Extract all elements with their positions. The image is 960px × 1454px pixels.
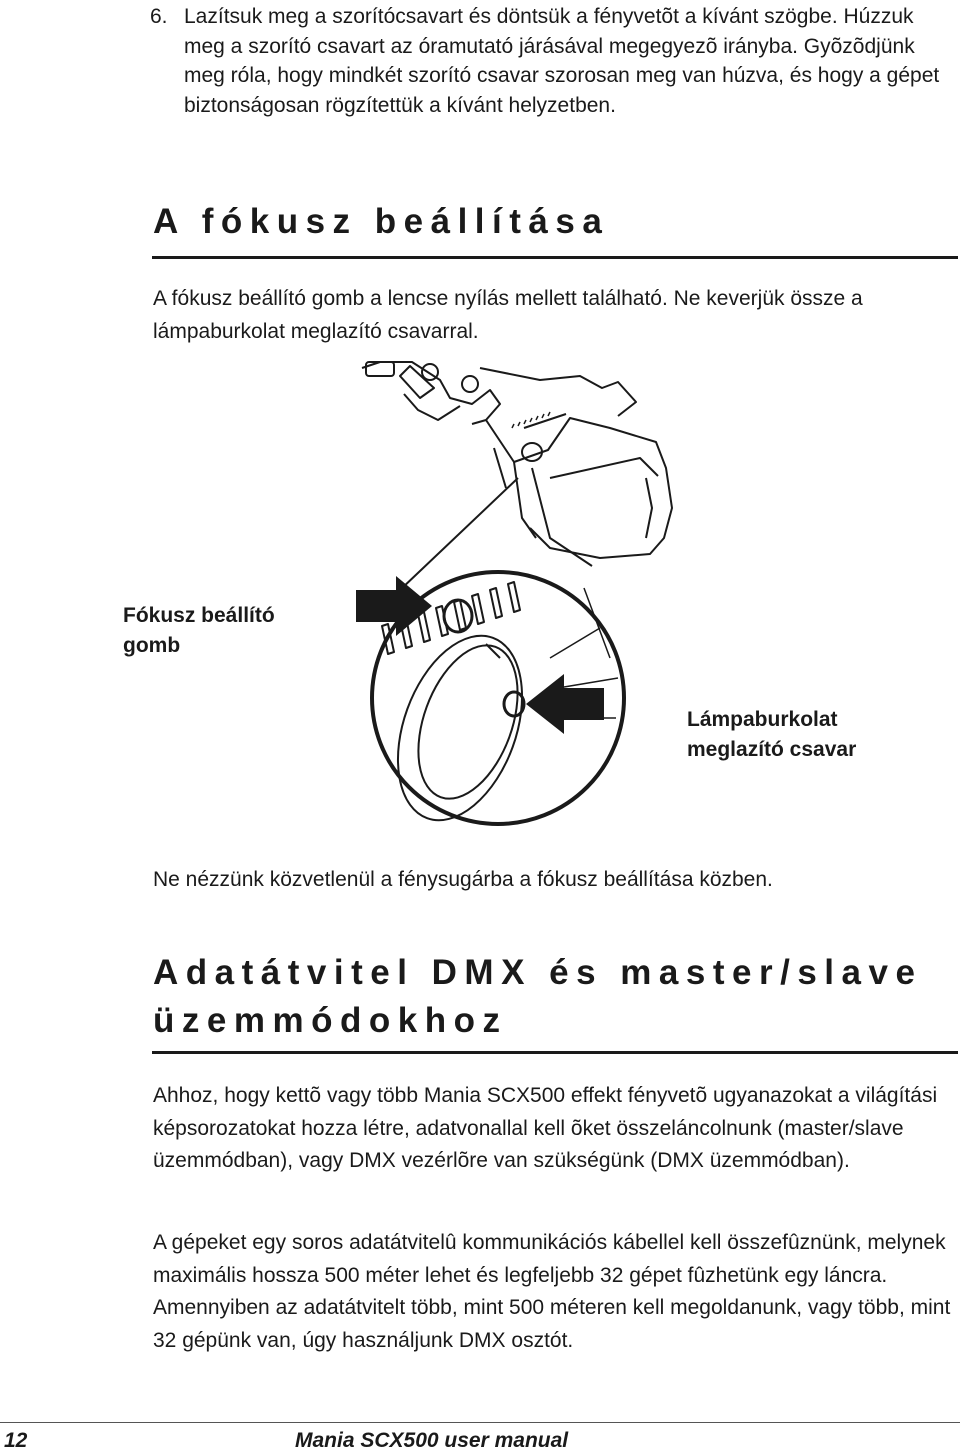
dmx-heading: Adatátvitel DMX és master/slave üzemmódokhoz [153, 953, 923, 1040]
footer-page-number: 12 [4, 1429, 28, 1452]
dmx-para-1: Ahhoz, hogy kettõ vagy több Mania SCX500 effekt fényvetõ ugyanazokat a világítási képsorozatokat hozza létre, adatvonallal kell õket összeláncolnunk (master/slave üzemmódban), vagy DMX vezérlõre van szükségünk (DMX üzemmódban). [153, 1084, 938, 1172]
step-text: Lazítsuk meg a szorítócsavart és döntsük a fényvetõt a kívánt szögbe. Húzzuk meg a szorító csavart az óramutató járásával megegyezõ irányba. Gyõzõdjünk meg róla, hogy mindkét szorító csavar szorosan meg van húzva, és hogy a gépet biztonságosan rögzítettük a kívánt helyzetben. [184, 5, 940, 117]
fixture-top-housing [362, 362, 500, 424]
step-number: 6. [150, 5, 168, 28]
dmx-para-2: A gépeket egy soros adatátvitelû kommunikációs kábellel kell összefûznünk, melynek maximális hossza 500 méter lehet és legfeljebb 32 gépet fûzhetünk egy láncra. Amennyiben az adatátvitelt több, mint 500 méteren kell megoldanunk, vagy több, mint 32 gépünk van, úgy használjunk DMX osztót. [153, 1231, 951, 1352]
footer-rule [0, 1422, 960, 1423]
callout-lamp-screw: Lámpaburkolat meglazító csavar [687, 708, 857, 761]
focus-heading: A fókusz beállítása [153, 202, 610, 241]
footer-manual-title: Mania SCX500 user manual [295, 1429, 569, 1452]
fixture-yoke [480, 368, 636, 416]
callout-focus-knob: Fókusz beállító gomb [123, 604, 275, 657]
fixture-illustration [300, 358, 700, 868]
focus-warning: Ne nézzünk közvetlenül a fénysugárba a fókusz beállítása közben. [153, 868, 773, 891]
zoom-housing [375, 619, 546, 838]
fixture-main-body [486, 418, 672, 558]
focus-heading-rule [152, 256, 958, 259]
fixture-knob [522, 443, 542, 461]
dmx-heading-rule [152, 1051, 958, 1054]
focus-intro: A fókusz beállító gomb a lencse nyílás mellett található. Ne keverjük össze a lámpaburkolat meglazító csavarral. [153, 287, 863, 343]
